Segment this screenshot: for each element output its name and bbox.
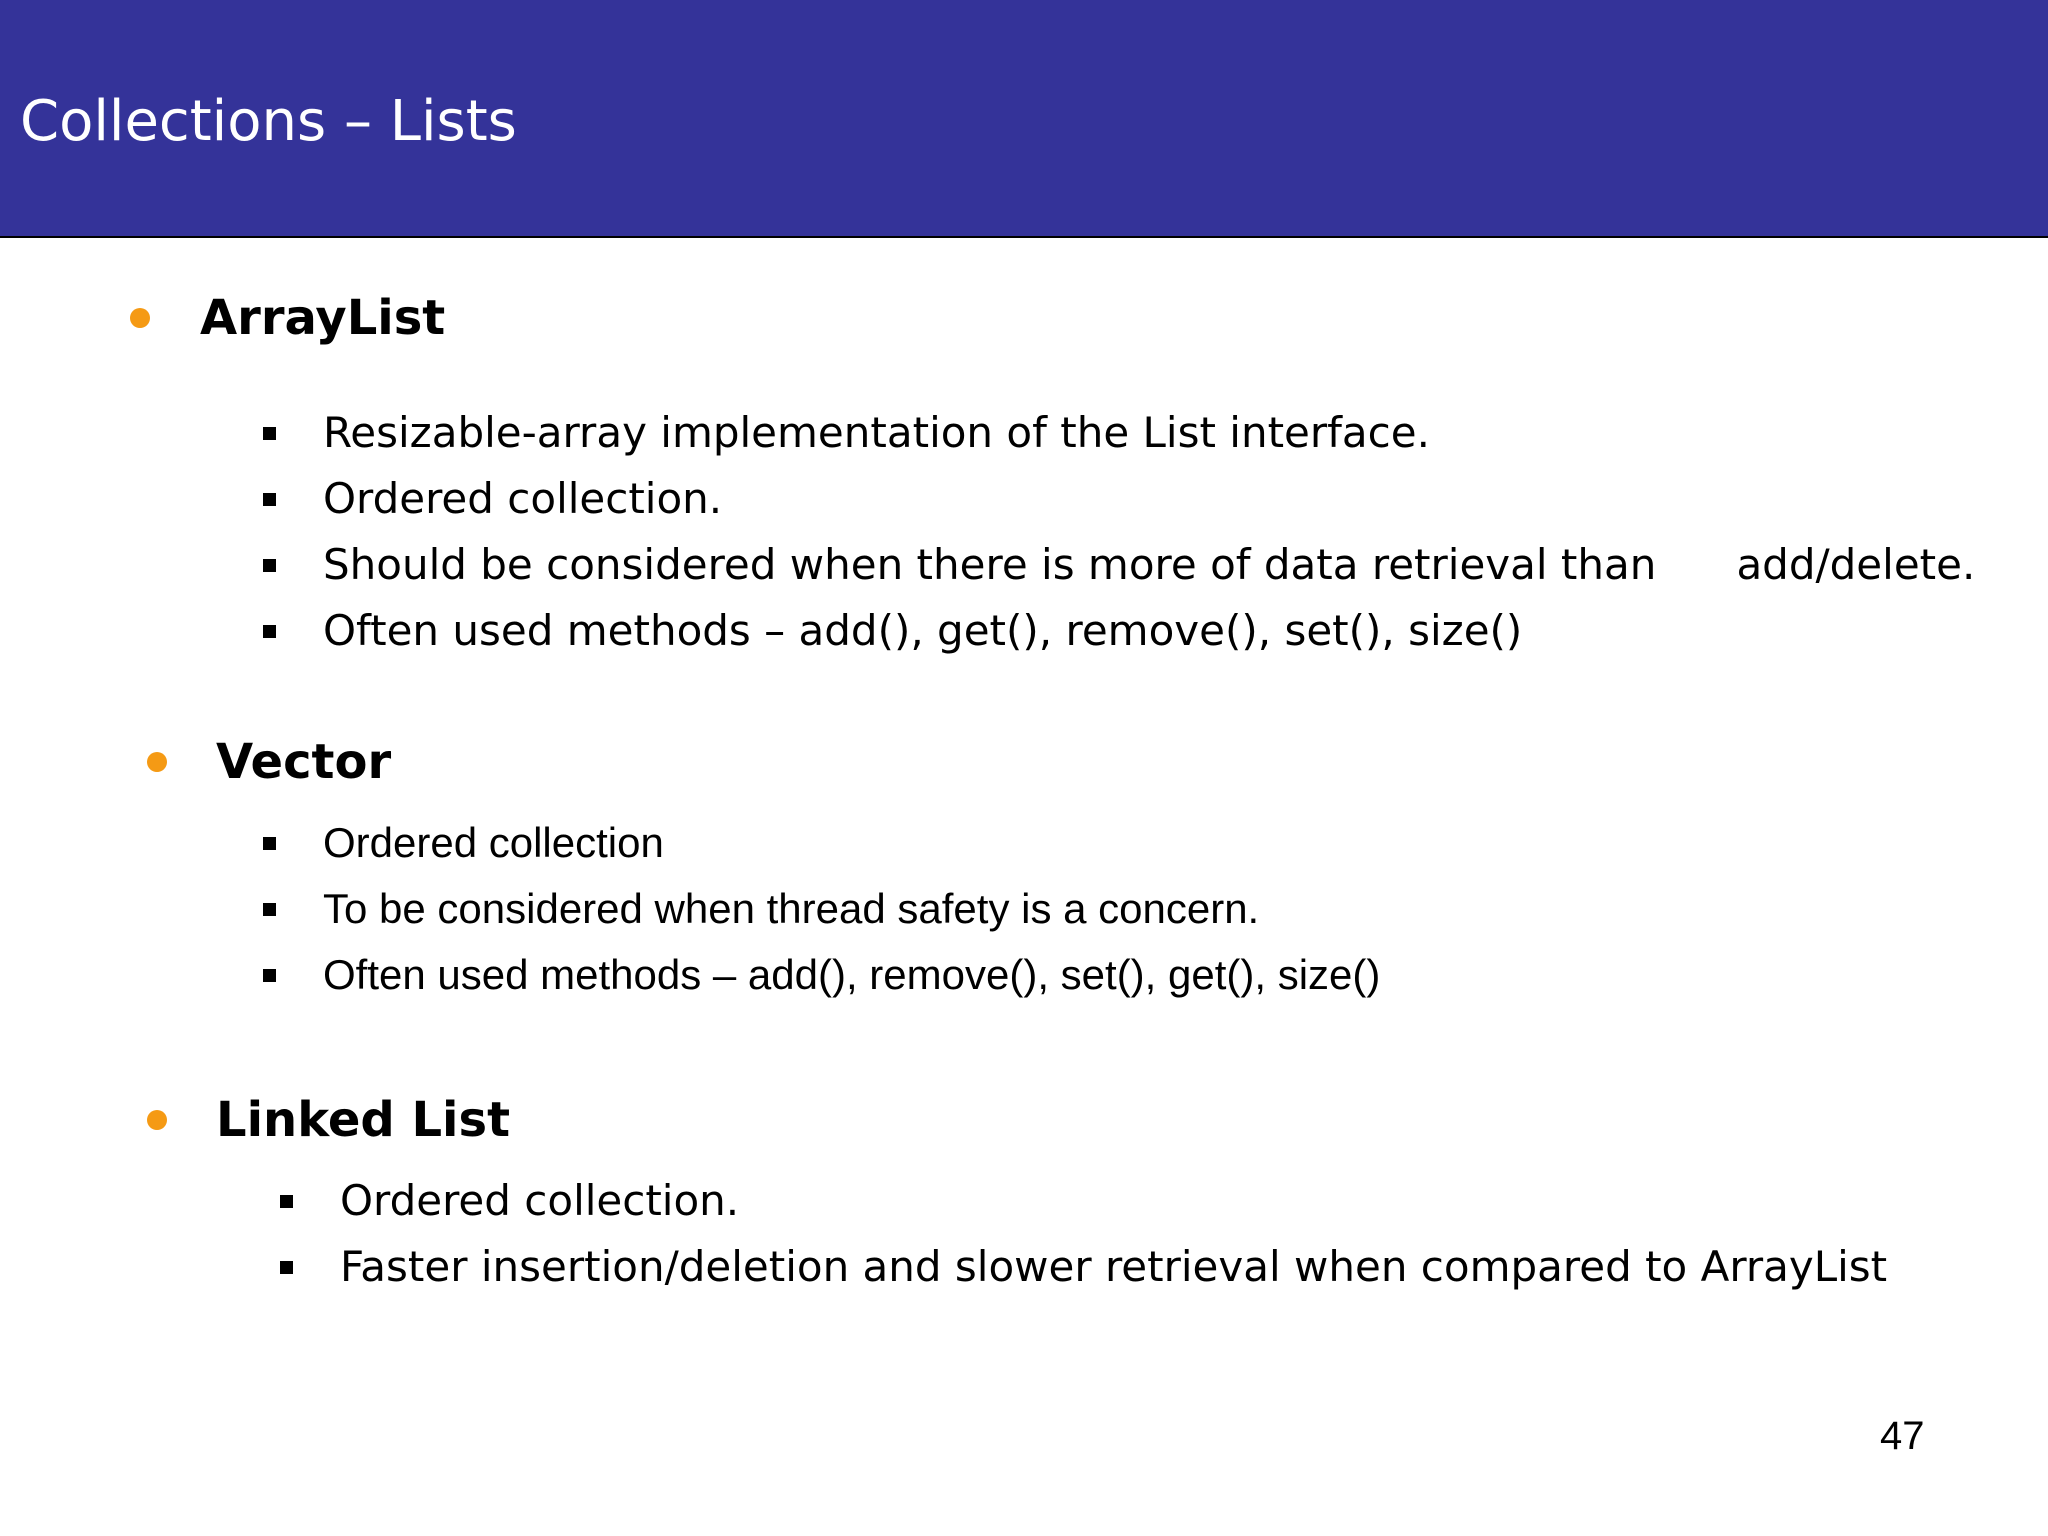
section-heading: Linked List [216,1092,511,1148]
list-item-text: Should be considered when there is more of data retrieval than add/delete. [323,540,1976,589]
slide-title: Collections – Lists [20,89,517,154]
list-item-text: To be considered when thread safety is a concern. [323,885,1260,932]
square-bullet-icon [263,903,276,916]
square-bullet-icon [263,625,276,638]
list-item-text: Ordered collection. [323,474,723,523]
list-item-text: Faster insertion/deletion and slower retrieval when compared to ArrayList [340,1242,1888,1291]
round-bullet-icon [147,1110,167,1130]
round-bullet-icon [147,752,167,772]
list-item-text: Resizable-array implementation of the List interface. [323,408,1430,457]
square-bullet-icon [280,1195,293,1208]
title-bar [0,0,2048,238]
square-bullet-icon [280,1261,293,1274]
section-heading: Vector [216,734,392,790]
list-item-text: Ordered collection. [340,1176,740,1225]
square-bullet-icon [263,427,276,440]
square-bullet-icon [263,493,276,506]
list-item-text: Often used methods – add(), remove(), set(), get(), size() [323,951,1381,998]
list-item-text: Often used methods – add(), get(), remove(), set(), size() [323,606,1523,655]
section-heading: ArrayList [200,290,446,346]
round-bullet-icon [130,308,150,328]
list-item-text: Ordered collection [323,819,664,866]
square-bullet-icon [263,559,276,572]
square-bullet-icon [263,837,276,850]
square-bullet-icon [263,969,276,982]
page-number: 47 [1880,1414,1925,1458]
